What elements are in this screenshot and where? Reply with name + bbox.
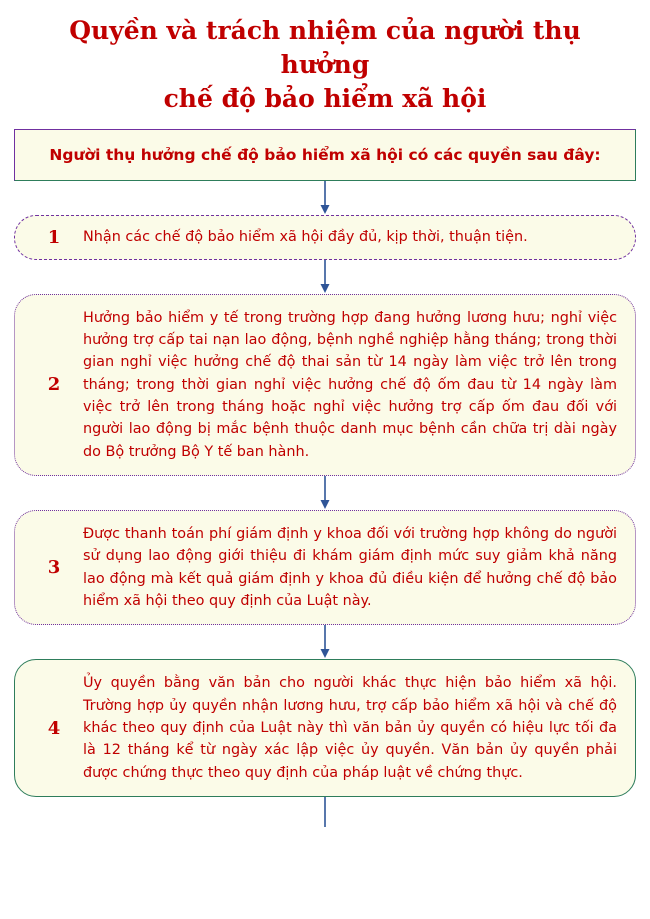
flow-item-3-number: 3 — [47, 557, 61, 579]
connector-arrow-1 — [8, 181, 642, 215]
connector-arrow-4 — [8, 625, 642, 659]
flow-item-4 — [14, 659, 636, 797]
flow-item-3 — [14, 510, 636, 625]
connector-arrow-3 — [8, 476, 642, 510]
flow-item-1-text: Nhận các chế độ bảo hiểm xã hội đầy đủ, kịp thời, thuận tiện. — [83, 229, 528, 246]
flow-item-4-text: Ủy quyền bằng văn bản cho người khác thực hiện bảo hiểm xã hội. Trường hợp ủy quyền nhận lương hưu, trợ cấp bảo hiểm xã hội và chế độ khác theo quy định của Luật này thì văn bản ủy quyền có hiệu lực tối đa là 12 tháng kể từ ngày xác lập việc ủy quyền. Văn bản ủy quyền phải được chứng thực theo quy định của pháp luật về chứng thực. — [83, 675, 617, 781]
flow-item-1-number: 1 — [47, 227, 61, 249]
flow-item-2 — [14, 294, 636, 476]
flow-header-text: Người thụ hưởng chế độ bảo hiểm xã hội có các quyền sau đây: — [49, 146, 601, 165]
flow-item-2-text: Hưởng bảo hiểm y tế trong trường hợp đang hưởng lương hưu; nghỉ việc hưởng trợ cấp tai nạn lao động, bệnh nghề nghiệp hằng tháng; trong thời gian nghỉ việc hưởng chế độ thai sản từ 14 ngày làm việc trở lên trong tháng; trong thời gian nghỉ việc hưởng chế độ ốm đau từ 14 ngày làm việc trở lên trong tháng hoặc nghỉ việc hưởng trợ cấp ốm đau đối với người lao động bị mắc bệnh thuộc danh mục bệnh cần chữa trị dài ngày do Bộ trưởng Bộ Y tế ban hành. — [83, 309, 617, 460]
page-title-line-2: chế độ bảo hiểm xã hội — [163, 83, 487, 113]
connector-arrow-2 — [8, 260, 642, 294]
flow-item-3-text: Được thanh toán phí giám định y khoa đối với trường hợp không do người sử dụng lao động giới thiệu đi khám giám định mức suy giảm khả năng lao động mà kết quả giám định y khoa đủ điều kiện để hưởng chế độ bảo hiểm xã hội theo quy định của Luật này. — [83, 526, 617, 609]
connector-arrow-bottom — [8, 797, 642, 827]
flow-item-4-number: 4 — [47, 717, 61, 739]
page-title-line-1: Quyền và trách nhiệm của người thụ hưởng — [69, 16, 581, 79]
flowchart — [0, 115, 650, 827]
flow-header-box — [14, 129, 636, 181]
flow-item-1 — [14, 215, 636, 259]
flow-item-2-number: 2 — [47, 374, 61, 396]
page-title — [0, 0, 650, 115]
